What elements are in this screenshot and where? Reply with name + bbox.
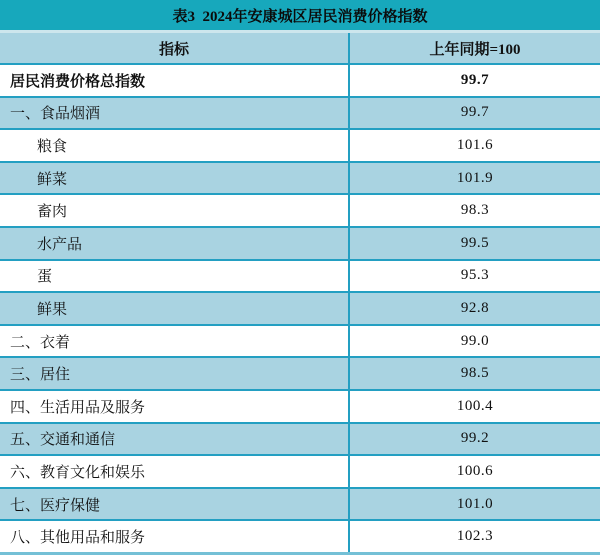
- row-value: 98.3: [460, 202, 490, 219]
- table-row: [0, 456, 600, 489]
- row-value: 99.7: [460, 104, 490, 121]
- row-value: 92.8: [460, 299, 490, 316]
- row-label: 蛋: [0, 261, 350, 292]
- table-body: [0, 65, 600, 555]
- row-label: 鲜菜: [0, 163, 350, 194]
- row-label: 三、居住: [0, 358, 350, 389]
- table-row: [0, 130, 600, 163]
- row-value: 99.7: [460, 71, 490, 88]
- row-label: 水产品: [0, 228, 350, 259]
- table-title-bar: [0, 0, 600, 30]
- table-row: [0, 521, 600, 555]
- row-value: 100.6: [456, 462, 494, 479]
- column-header-indicator: 指标: [0, 33, 350, 63]
- row-label: 二、衣着: [0, 326, 350, 357]
- table-row: [0, 98, 600, 131]
- row-label: 六、教育文化和娱乐: [0, 456, 350, 487]
- row-label: 畜肉: [0, 195, 350, 226]
- table-row: [0, 489, 600, 522]
- table-title: 表3 2024年安康城区居民消费价格指数: [172, 8, 428, 25]
- row-label: 鲜果: [0, 293, 350, 324]
- column-header-value: 上年同期=100: [429, 41, 521, 58]
- row-value: 99.0: [460, 332, 490, 349]
- row-value: 100.4: [456, 397, 494, 414]
- row-value: 101.0: [456, 495, 494, 512]
- row-label: 五、交通和通信: [0, 424, 350, 455]
- table-row: [0, 293, 600, 326]
- column-header-row: [0, 33, 600, 65]
- row-label: 七、医疗保健: [0, 489, 350, 520]
- row-value: 95.3: [460, 267, 490, 284]
- row-value: 101.9: [456, 169, 494, 186]
- table-row: [0, 326, 600, 359]
- row-value: 98.5: [460, 365, 490, 382]
- table-row: [0, 358, 600, 391]
- row-value: 99.5: [460, 234, 490, 251]
- row-label: 居民消费价格总指数: [0, 65, 350, 96]
- table-row: [0, 391, 600, 424]
- table-row: [0, 424, 600, 457]
- row-value: 102.3: [456, 528, 494, 545]
- row-value: 101.6: [456, 136, 494, 153]
- table-row: [0, 65, 600, 98]
- row-value: 99.2: [460, 430, 490, 447]
- row-label: 粮食: [0, 130, 350, 161]
- table-row: [0, 195, 600, 228]
- table-row: [0, 261, 600, 294]
- row-label: 四、生活用品及服务: [0, 391, 350, 422]
- table-row: [0, 163, 600, 196]
- table-row: [0, 228, 600, 261]
- row-label: 一、食品烟酒: [0, 98, 350, 129]
- row-label: 八、其他用品和服务: [0, 521, 350, 552]
